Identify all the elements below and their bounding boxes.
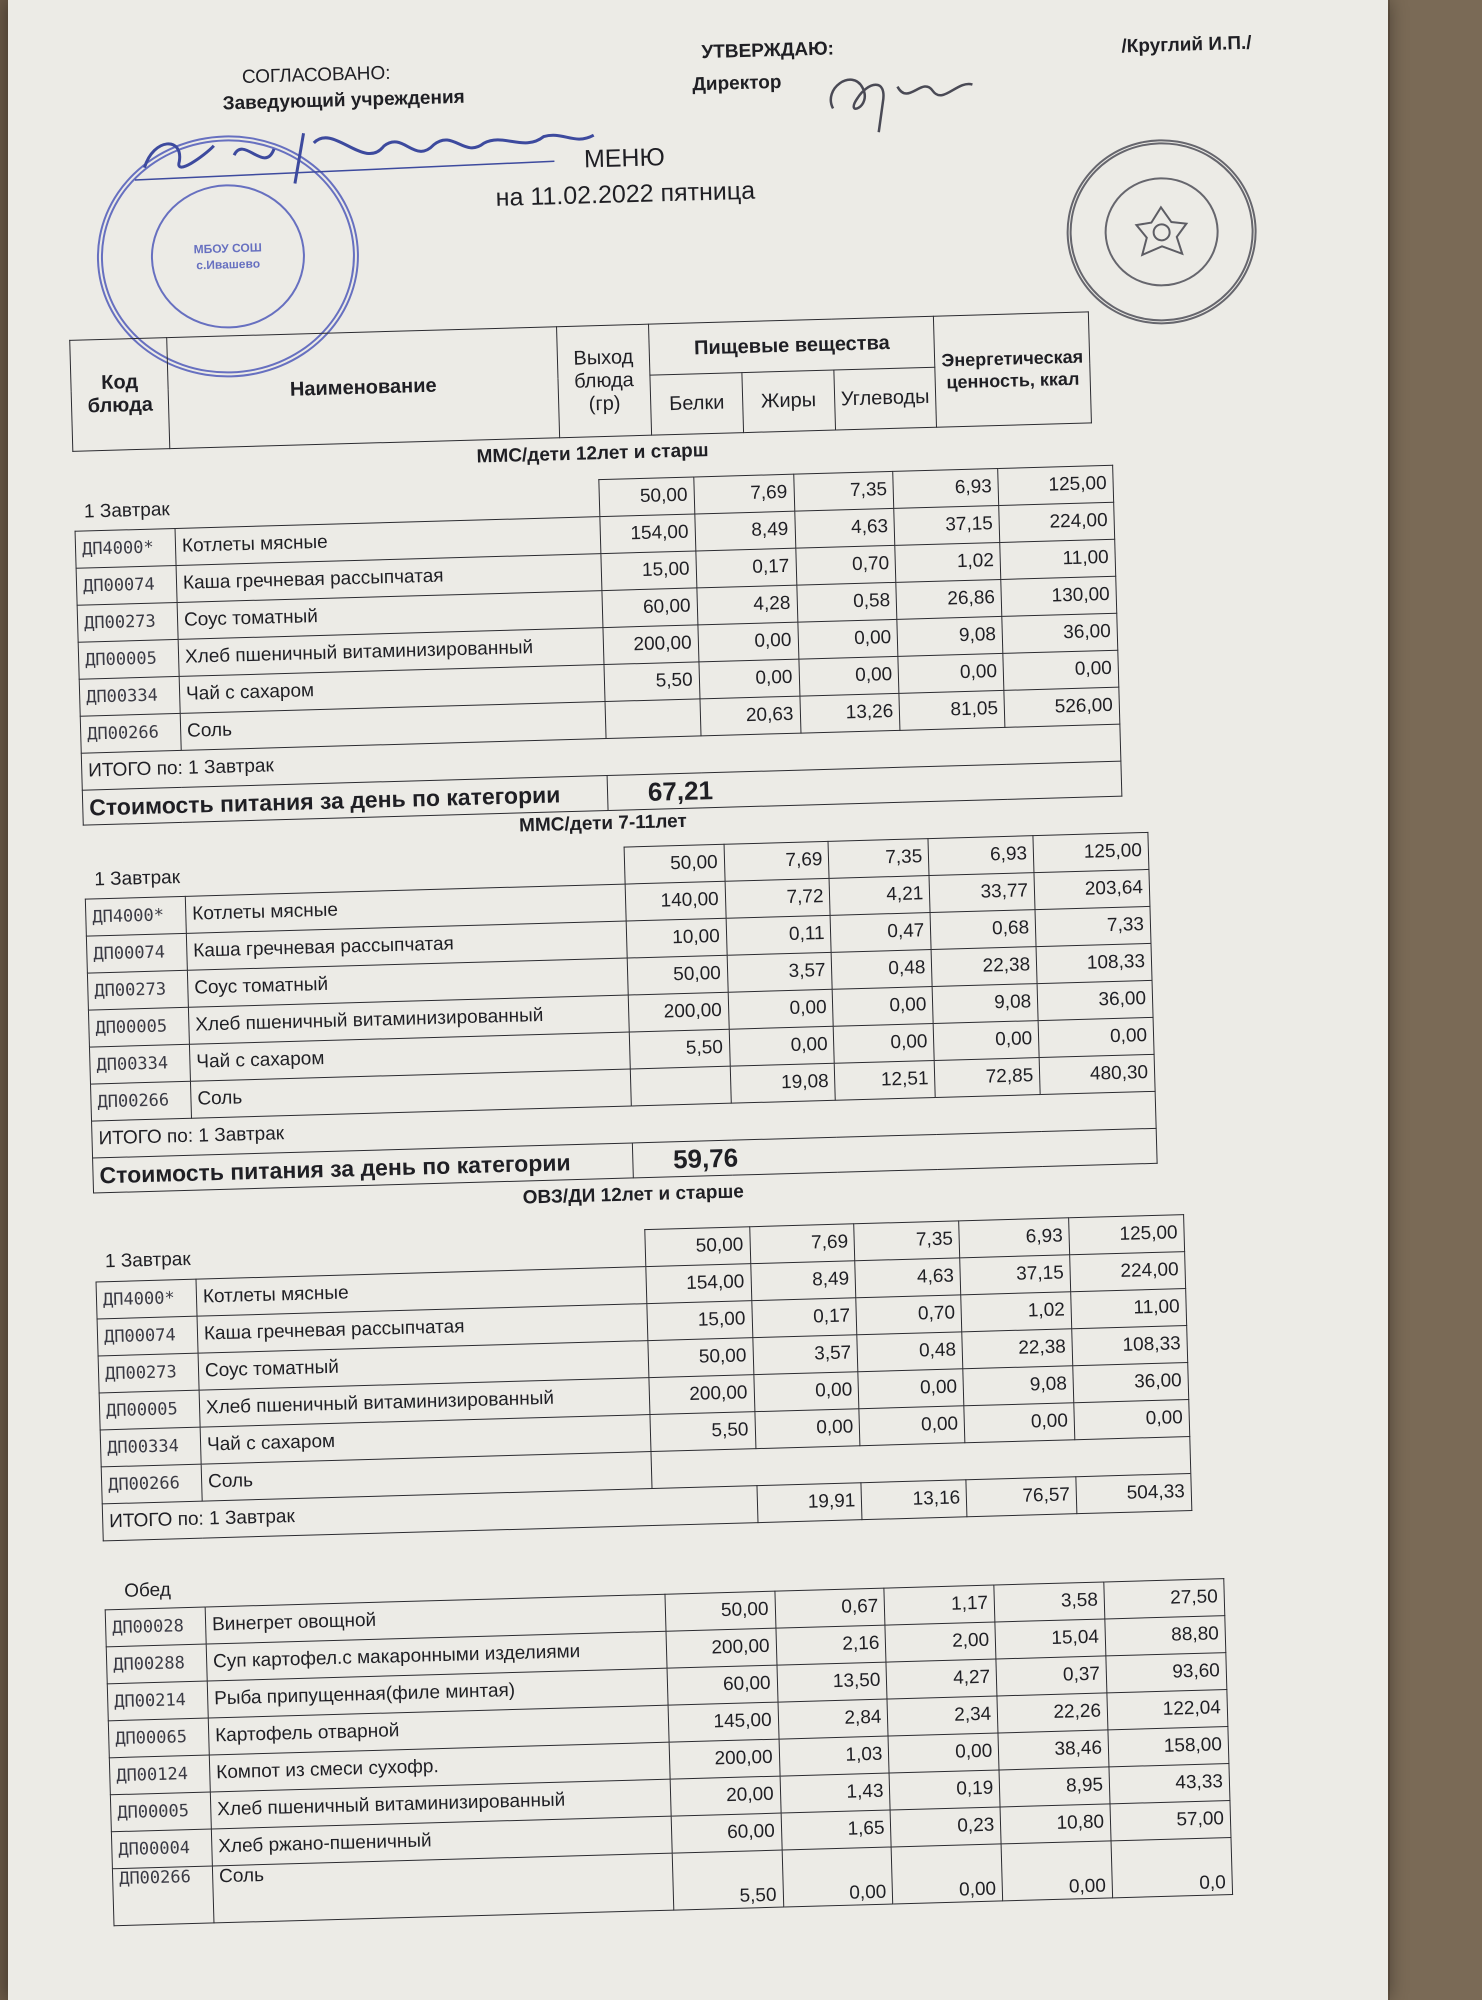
cell-name: Котлеты мясные [196,1267,647,1317]
cell-carbs: 37,15 [960,1255,1071,1295]
cell-yield: 50,00 [627,955,728,995]
cell-yield: 50,00 [599,477,695,517]
cell-carbs: 0,37 [996,1656,1107,1696]
meal-label-1: 1 Завтрак [83,499,171,523]
cell-carbs: 0,00 [964,1403,1075,1443]
cell-yield: 15,00 [647,1301,753,1341]
cell-yield: 5,50 [629,1029,730,1069]
cell-fat: 0,23 [891,1807,1002,1847]
cost-value: 67,21 [607,761,1122,810]
menu-table-1 [74,465,1123,826]
col-name: Наименование [167,327,559,449]
cell-yield: 200,00 [649,1375,755,1415]
cell-energy: 0,00 [1038,1017,1154,1057]
cell-yield: 154,00 [645,1264,751,1304]
cell-carbs: 22,38 [962,1329,1073,1369]
cell-protein: 7,72 [725,878,831,918]
total-energy: 526,00 [1004,687,1120,727]
cell-name: Каша гречневая рассыпчатая [197,1304,648,1354]
cell-name: Картофель отварной [208,1705,669,1755]
cell-code: ДП00266 [80,713,181,753]
cell-carbs: 10,80 [1000,1804,1111,1844]
cell-protein: 0,00 [729,1026,835,1066]
meal-label-3: 1 Завтрак [104,1248,191,1273]
cell-carbs: 6,93 [893,468,999,508]
col-nutrients: Пищевые вещества [649,316,936,375]
total-protein: 20,63 [700,696,801,736]
cell-protein: 8,49 [695,511,796,551]
cell-yield: 20,00 [670,1776,781,1816]
cell-protein: 0,11 [726,915,832,955]
menu-table-lunch [105,1578,1233,1926]
cell-fat: 0,70 [795,545,896,585]
director-stamp-center [1103,176,1220,288]
cell-name: Соль [201,1452,652,1502]
cell-fat: 0,00 [858,1369,964,1409]
school-stamp-line1: МБОУ СОШ [193,240,263,257]
cell-yield: 5,50 [604,662,700,702]
cell-energy: 158,00 [1108,1727,1229,1767]
cell-protein: 2,16 [776,1625,887,1665]
approve-role: Директор [692,71,782,96]
cell-name: Хлеб пшеничный витаминизированный [210,1779,671,1829]
cell-yield: 140,00 [625,881,726,921]
cell-protein: 7,69 [724,841,830,881]
total-fat: 13,26 [799,693,900,733]
menu-title: МЕНЮ [583,143,666,174]
cell-fat: 4,63 [855,1258,961,1298]
cell-name: Соль [212,1853,673,1923]
cell-fat: 0,00 [888,1733,999,1773]
cell-name: Хлеб ржано-пшеничный [211,1816,672,1866]
cell-energy: 27,50 [1104,1579,1225,1619]
total-carbs: 81,05 [899,690,1005,730]
cell-fat: 4,27 [886,1659,997,1699]
cell-code: ДП00288 [106,1644,207,1684]
cell-carbs: 9,08 [897,616,1003,656]
cell-code: ДП00005 [88,1007,189,1047]
cell-code: ДП4000* [85,896,186,936]
cell-code: ДП00214 [107,1681,208,1721]
cell-name: Хлеб пшеничный витаминизированный [199,1378,650,1428]
cell-code: ДП00266 [101,1464,202,1504]
cell-yield: 60,00 [667,1665,778,1705]
cell-code: ДП00074 [86,933,187,973]
cell-carbs: 9,08 [932,984,1038,1024]
school-stamp-line2: с.Ивашево [196,256,261,273]
cost-label: Стоимость питания за день по категории [93,1143,634,1193]
cell-name: Каша гречневая рассыпчатая [186,921,627,970]
cell-energy: 11,00 [1000,539,1116,579]
cell-code: ДП00266 [91,1081,192,1121]
col-protein: Белки [650,373,743,435]
cell-protein: 0,00 [753,1372,859,1412]
menu-document [60,0,1460,1994]
cell-carbs: 37,15 [894,505,1000,545]
cell-yield: 5,50 [650,1412,756,1452]
cell-protein: 3,57 [752,1335,858,1375]
cell-yield: 50,00 [665,1591,776,1631]
cell-carbs: 6,93 [928,836,1034,876]
col-fat: Жиры [742,370,835,432]
menu-date: на 11.02.2022 пятница [495,176,756,212]
cell-carbs: 8,95 [999,1767,1110,1807]
cell-energy: 125,00 [1033,832,1149,872]
meal-label-2: 1 Завтрак [94,866,181,891]
cell-energy: 122,04 [1107,1690,1228,1730]
cell-yield: 5,50 [672,1850,783,1910]
total-label: ИТОГО по: 1 Завтрак [102,1486,757,1541]
cell-fat: 0,00 [798,656,899,696]
cell-protein: 0,00 [698,622,799,662]
section-title-2: ММС/дети 7-11лет [518,810,688,837]
cell-carbs: 33,77 [929,873,1035,913]
cell-energy: 43,33 [1109,1764,1230,1804]
cell-fat: 0,00 [892,1844,1003,1904]
cell-code: ДП00334 [79,676,180,716]
cell-name: Котлеты мясные [185,884,626,933]
cell-carbs: 22,26 [997,1693,1108,1733]
cell-energy: 11,00 [1071,1289,1187,1329]
col-code: Код блюда [70,338,170,452]
cell-name: Винегрет овощной [205,1594,666,1644]
cell-name: Чай с сахаром [179,665,605,714]
cell-code: ДП00273 [98,1353,199,1393]
cell-fat: 0,19 [889,1770,1000,1810]
cell-energy: 36,00 [1037,980,1153,1020]
total-fat: 13,16 [861,1480,967,1520]
cell-empty [605,699,701,739]
school-stamp-center [149,182,307,330]
cell-name: Чай с сахаром [200,1415,651,1465]
cell-fat: 7,35 [854,1221,960,1261]
cell-protein: 0,00 [782,1847,893,1907]
cell-energy: 125,00 [998,465,1114,505]
cell-energy: 224,00 [999,502,1115,542]
cell-code: ДП00074 [97,1316,198,1356]
emblem-icon [1126,201,1198,263]
cell-energy: 57,00 [1110,1801,1231,1841]
total-label: ИТОГО по: 1 Завтрак [92,1091,1157,1158]
cell-protein: 0,67 [775,1588,886,1628]
cost-label: Стоимость питания за день по категории [82,776,608,826]
cell-fat: 1,17 [884,1585,995,1625]
cell-name: Соус томатный [198,1341,649,1391]
cell-name: Соус томатный [187,958,628,1007]
cell-fat: 0,47 [831,913,932,953]
cell-energy: 36,00 [1073,1363,1189,1403]
cell-fat: 2,00 [885,1622,996,1662]
cell-carbs: 38,46 [998,1730,1109,1770]
cell-carbs: 0,00 [898,653,1004,693]
cell-fat: 4,63 [794,508,895,548]
cell-yield: 10,00 [626,918,727,958]
cell-code: ДП00273 [77,602,178,642]
director-stamp [1064,137,1259,327]
cell-energy: 125,00 [1069,1215,1185,1255]
cell-protein: 0,00 [728,989,834,1029]
cell-energy: 203,64 [1034,869,1150,909]
total-carbs: 72,85 [934,1058,1040,1098]
cell-energy: 130,00 [1001,576,1117,616]
cell-name: Соль [190,1069,631,1118]
cell-yield: 15,00 [601,551,697,591]
cell-name: Каша гречневая рассыпчатая [176,554,602,603]
cell-yield: 200,00 [603,625,699,665]
cell-yield: 154,00 [600,514,696,554]
cell-name: Чай с сахаром [189,1032,630,1081]
cell-protein: 1,65 [781,1810,892,1850]
col-yield: Выход блюда (гр) [556,324,651,438]
cell-carbs: 0,00 [933,1021,1039,1061]
approve-label: УТВЕРЖДАЮ: [701,38,835,64]
cell-energy: 0,00 [1003,650,1119,690]
cell-yield: 50,00 [648,1338,754,1378]
cell-protein: 0,00 [699,659,800,699]
cost-value: 59,76 [632,1128,1157,1178]
cell-yield: 200,00 [666,1628,777,1668]
cell-energy: 36,00 [1002,613,1118,653]
total-label: ИТОГО по: 1 Завтрак [81,724,1121,790]
cell-code: ДП00004 [111,1829,212,1869]
total-carbs: 76,57 [966,1477,1077,1517]
cell-protein: 0,00 [754,1409,860,1449]
cell-fat: 0,48 [832,950,933,990]
cell-energy: 108,33 [1036,943,1152,983]
cell-name: Котлеты мясные [175,517,601,566]
total-protein: 19,08 [730,1063,836,1103]
cell-energy: 108,33 [1072,1326,1188,1366]
approved-label: СОГЛАСОВАНО: [241,62,391,88]
cell-code: ДП00266 [112,1866,214,1926]
cell-protein: 3,57 [727,952,833,992]
cell-energy: 93,60 [1106,1653,1227,1693]
cell-fat: 2,34 [887,1696,998,1736]
cell-code: ДП4000* [75,528,176,568]
cell-code: ДП00065 [108,1718,209,1758]
cell-fat: 7,35 [828,839,929,879]
cell-energy: 7,33 [1035,906,1151,946]
cell-protein: 7,69 [693,474,794,514]
cell-yield: 50,00 [644,1227,750,1267]
total-energy: 480,30 [1039,1054,1155,1094]
cell-energy: 88,80 [1105,1616,1226,1656]
total-energy: 504,33 [1076,1473,1192,1513]
cell-code: ДП00005 [99,1390,200,1430]
cell-name: Хлеб пшеничный витаминизированный [178,628,604,677]
cell-protein: 1,43 [780,1773,891,1813]
cell-carbs: 3,58 [994,1582,1105,1622]
cell-code: ДП00124 [109,1755,210,1795]
cell-name: Хлеб пшеничный витаминизированный [188,995,629,1044]
cell-fat: 0,00 [859,1406,965,1446]
cell-name: Соус томатный [177,591,603,640]
cell-protein: 13,50 [777,1662,888,1702]
cell-carbs: 26,86 [896,579,1002,619]
cell-yield: 145,00 [668,1702,779,1742]
cell-yield: 200,00 [628,992,729,1032]
cell-carbs: 1,02 [895,542,1001,582]
cell-fat: 0,58 [796,582,897,622]
cell-code: ДП00005 [78,639,179,679]
cell-code: ДП00028 [105,1607,206,1647]
cell-fat: 4,21 [829,876,930,916]
cell-carbs: 0,68 [930,910,1036,950]
cell-name: Рыба припущенная(филе минтая) [207,1668,668,1718]
cell-name: Суп картофел.с макаронными изделиями [206,1631,667,1681]
cell-code: ДП00334 [100,1427,201,1467]
cell-name: Соль [180,702,606,751]
cell-protein: 0,17 [751,1298,857,1338]
cell-carbs: 6,93 [959,1218,1070,1258]
approved-role: Заведующий учреждения [222,86,465,115]
meal-label-lunch: Обед [123,1579,172,1602]
cell-yield: 50,00 [624,844,725,884]
total-fat: 12,51 [835,1060,936,1100]
cell-fat: 0,48 [857,1332,963,1372]
col-energy: Энергетическая ценность, ккал [934,312,1092,427]
section-title-3: ОВЗ/ДИ 12лет и старше [522,1181,745,1209]
menu-table-3 [94,1214,1192,1541]
cell-yield: 60,00 [602,588,698,628]
cell-protein: 8,49 [750,1261,856,1301]
cell-fat: 0,00 [833,987,934,1027]
cell-empty [630,1066,731,1106]
cell-protein: 4,28 [697,585,798,625]
cell-carbs: 0,00 [1001,1841,1112,1901]
cell-energy: 224,00 [1070,1252,1186,1292]
cell-protein: 1,03 [779,1736,890,1776]
cell-yield: 200,00 [669,1739,780,1779]
total-protein: 19,91 [757,1483,863,1523]
cell-code: ДП00334 [89,1044,190,1084]
cell-fat: 0,00 [834,1024,935,1064]
cell-energy: 0,0 [1111,1838,1232,1898]
section-title-1: ММС/дети 12лет и старш [476,440,709,468]
menu-table-2 [84,832,1158,1194]
cell-carbs: 1,02 [961,1292,1072,1332]
signature-director [812,54,994,149]
cell-energy: 0,00 [1074,1400,1190,1440]
cell-carbs: 15,04 [995,1619,1106,1659]
cell-code: ДП4000* [96,1279,197,1319]
cell-carbs: 9,08 [963,1366,1074,1406]
cell-protein: 2,84 [778,1699,889,1739]
cell-fat: 0,00 [797,619,898,659]
cell-code: ДП00005 [110,1792,211,1832]
cell-protein: 7,69 [749,1224,855,1264]
cell-carbs: 22,38 [931,947,1037,987]
col-carbs: Углеводы [834,367,937,430]
cell-fat: 7,35 [793,471,894,511]
director-name: /Круглий И.П./ [1121,32,1252,58]
cell-code: ДП00074 [76,565,177,605]
cell-protein: 0,17 [696,548,797,588]
cell-code: ДП00273 [87,970,188,1010]
cell-name: Компот из смеси сухофр. [209,1742,670,1792]
cell-yield: 60,00 [671,1813,782,1853]
cell-fat: 0,70 [856,1295,962,1335]
